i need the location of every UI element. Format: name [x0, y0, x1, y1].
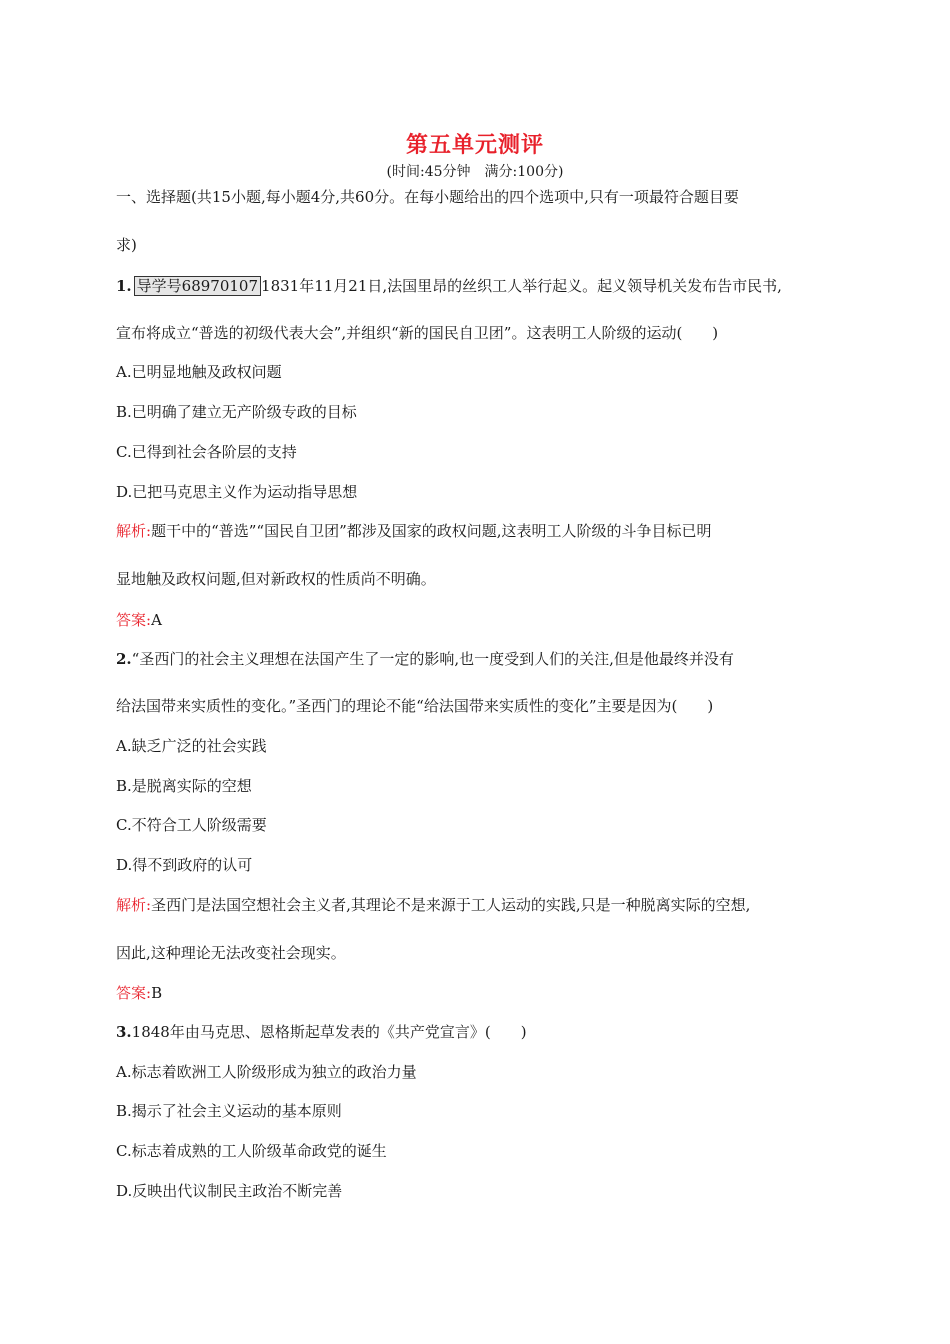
analysis-text: 圣西门是法国空想社会主义者,其理论不是来源于工人运动的实践,只是一种脱离实际的空想, — [151, 896, 751, 914]
answer-label: 答案: — [116, 611, 152, 629]
question-2-option-a: A.缺乏广泛的社会实践 — [116, 737, 267, 755]
answer-value: B — [151, 984, 163, 1002]
question-text: 1831年11月21日,法国里昂的丝织工人举行起义。起义领导机关发布告市民书, — [261, 277, 782, 295]
answer-value: A — [151, 611, 162, 629]
question-1-analysis-line1 — [116, 521, 846, 541]
question-2-option-b: B.是脱离实际的空想 — [116, 777, 252, 795]
question-text: “圣西门的社会主义理想在法国产生了一定的影响,也一度受到人们的关注,但是他最终并没有 — [131, 650, 734, 668]
analysis-label: 解析: — [116, 896, 152, 914]
analysis-text: 题干中的“普选”“国民自卫团”都涉及国家的政权问题,这表明工人阶级的斗争目标已明 — [151, 522, 712, 540]
question-2-analysis-line2: 因此,这种理论无法改变社会现实。 — [116, 944, 346, 962]
page-subtitle: (时间:45分钟 满分:100分) — [386, 164, 564, 180]
answer-label: 答案: — [116, 984, 152, 1002]
question-3-option-a: A.标志着欧洲工人阶级形成为独立的政治力量 — [116, 1063, 417, 1081]
question-1-option-d: D.已把马克思主义作为运动指导思想 — [116, 483, 358, 501]
page-title: 第五单元测评 — [405, 132, 544, 158]
question-2-option-d: D.得不到政府的认可 — [116, 856, 253, 874]
question-1-stem-line2: 宣布将成立“普选的初级代表大会”,并组织“新的国民自卫团”。这表明工人阶级的运动( ) — [116, 324, 719, 342]
question-number: 1. — [116, 277, 132, 295]
guide-number-badge[interactable]: 导学号68970107 — [134, 276, 261, 296]
section-heading-line2: 求) — [116, 236, 137, 254]
question-1-stem-line1 — [116, 276, 846, 296]
question-1-option-c: C.已得到社会各阶层的支持 — [116, 443, 297, 461]
question-1-option-a: A.已明显地触及政权问题 — [116, 363, 282, 381]
question-2-answer — [116, 983, 846, 1003]
question-2-stem-line2: 给法国带来实质性的变化。”圣西门的理论不能“给法国带来实质性的变化”主要是因为( ) — [116, 697, 714, 715]
question-1-option-b: B.已明确了建立无产阶级专政的目标 — [116, 403, 357, 421]
question-number: 2. — [116, 650, 132, 668]
question-number: 3. — [116, 1023, 132, 1041]
question-text: 1848年由马克思、恩格斯起草发表的《共产党宣言》( ) — [131, 1023, 527, 1041]
question-3-option-d: D.反映出代议制民主政治不断完善 — [116, 1182, 343, 1200]
question-2-analysis-line1 — [116, 895, 846, 915]
question-3-option-c: C.标志着成熟的工人阶级革命政党的诞生 — [116, 1142, 387, 1160]
question-3-stem-line1 — [116, 1022, 846, 1042]
question-2-stem-line1 — [116, 649, 846, 669]
question-2-option-c: C.不符合工人阶级需要 — [116, 816, 267, 834]
question-1-answer — [116, 610, 846, 630]
question-1-analysis-line2: 显地触及政权问题,但对新政权的性质尚不明确。 — [116, 570, 436, 588]
analysis-label: 解析: — [116, 522, 152, 540]
question-3-option-b: B.揭示了社会主义运动的基本原则 — [116, 1102, 342, 1120]
section-heading-line1: 一、选择题(共15小题,每小题4分,共60分。在每小题给出的四个选项中,只有一项最符合题目要 — [116, 188, 739, 206]
